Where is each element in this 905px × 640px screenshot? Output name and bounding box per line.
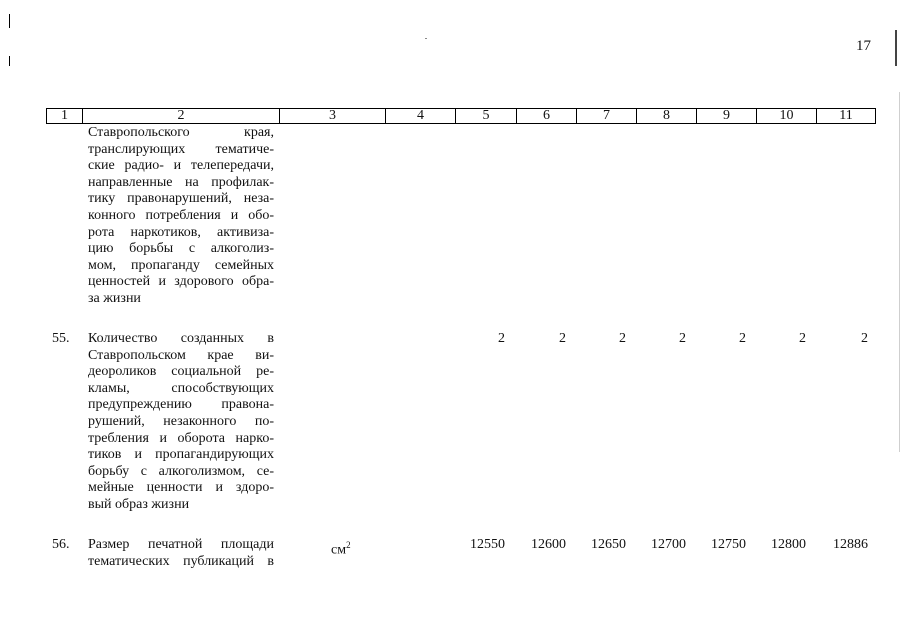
- row-56-value-col6: 12600: [531, 537, 566, 552]
- desc-line: вый образ жизни: [88, 496, 190, 512]
- desc-line: тику правонарушений, неза-: [88, 191, 274, 207]
- unit-text: см: [331, 542, 347, 558]
- row-55-value-col6: 2: [559, 331, 566, 346]
- desc-line: рушений, незаконного по-: [88, 413, 274, 429]
- desc-line: Количество созданных в: [88, 331, 274, 346]
- scan-mark: [9, 14, 10, 28]
- desc-line: Ставропольском крае ви-: [88, 347, 274, 363]
- desc-line: рота наркотиков, активиза-: [88, 224, 274, 240]
- desc-line: тиков и пропагандирующих: [88, 447, 274, 463]
- scan-mark: [899, 92, 900, 452]
- row-56-value-col11: 12886: [833, 537, 868, 552]
- table-row-56-desc: [88, 537, 274, 570]
- row-55-value-col7: 2: [619, 331, 626, 346]
- unit-superscript: 2: [346, 540, 351, 550]
- desc-line: конного потребления и обо-: [88, 207, 274, 223]
- row-55-value-col10: 2: [799, 331, 806, 346]
- row-55-value-col11: 2: [861, 331, 868, 346]
- scan-mark: [895, 30, 897, 66]
- header-col-8: 8: [636, 109, 696, 123]
- header-col-6: 6: [516, 109, 576, 123]
- desc-line: предупреждению правона-: [88, 397, 274, 413]
- table-row-continuation-desc: [88, 125, 274, 308]
- table-row-55-desc: [88, 331, 274, 514]
- desc-line: требления и оборота нарко-: [88, 430, 274, 446]
- header-col-10: 10: [756, 109, 816, 123]
- desc-line: кламы, способствующих: [88, 380, 274, 396]
- desc-line: цию борьбы с алкоголиз-: [88, 241, 274, 257]
- row-56-unit: [331, 537, 351, 559]
- row-56-value-col9: 12750: [711, 537, 746, 552]
- header-col-3: 3: [279, 109, 385, 123]
- desc-line: ценностей и здорового обра-: [88, 274, 274, 290]
- desc-line: Ставропольского края,: [88, 125, 274, 140]
- header-col-11: 11: [816, 109, 875, 123]
- desc-line: за жизни: [88, 290, 141, 306]
- row-55-value-col5: 2: [498, 331, 505, 346]
- desc-line: тематических публикаций в: [88, 553, 274, 569]
- row-56-value-col5: 12550: [470, 537, 505, 552]
- header-col-7: 7: [576, 109, 636, 123]
- page-number: 17: [856, 38, 871, 54]
- header-col-4: 4: [385, 109, 455, 123]
- desc-line: деороликов социальной ре-: [88, 364, 274, 380]
- row-55-value-col9: 2: [739, 331, 746, 346]
- desc-line: направленные на профилак-: [88, 174, 274, 190]
- row-56-value-col10: 12800: [771, 537, 806, 552]
- header-col-1: 1: [61, 108, 68, 123]
- desc-line: мом, пропаганду семейных: [88, 257, 274, 273]
- table-header-row: [46, 108, 876, 124]
- row-56-value-col7: 12650: [591, 537, 626, 552]
- header-col-2: 2: [82, 109, 279, 123]
- scan-mark: [9, 56, 10, 66]
- desc-line: мейные ценности и здоро-: [88, 480, 274, 496]
- desc-line: борьбу с алкоголизмом, се-: [88, 463, 274, 479]
- row-56-value-col8: 12700: [651, 537, 686, 552]
- header-col-5: 5: [455, 109, 516, 123]
- desc-line: ские радио- и телепередачи,: [88, 158, 274, 174]
- desc-line: Размер печатной площади: [88, 537, 274, 552]
- row-55-value-col8: 2: [679, 331, 686, 346]
- scan-mark: [425, 38, 427, 39]
- header-col-9: 9: [696, 109, 756, 123]
- desc-line: транслирующих тематиче-: [88, 141, 274, 157]
- row-number-56: 56.: [52, 537, 70, 552]
- row-number-55: 55.: [52, 331, 70, 346]
